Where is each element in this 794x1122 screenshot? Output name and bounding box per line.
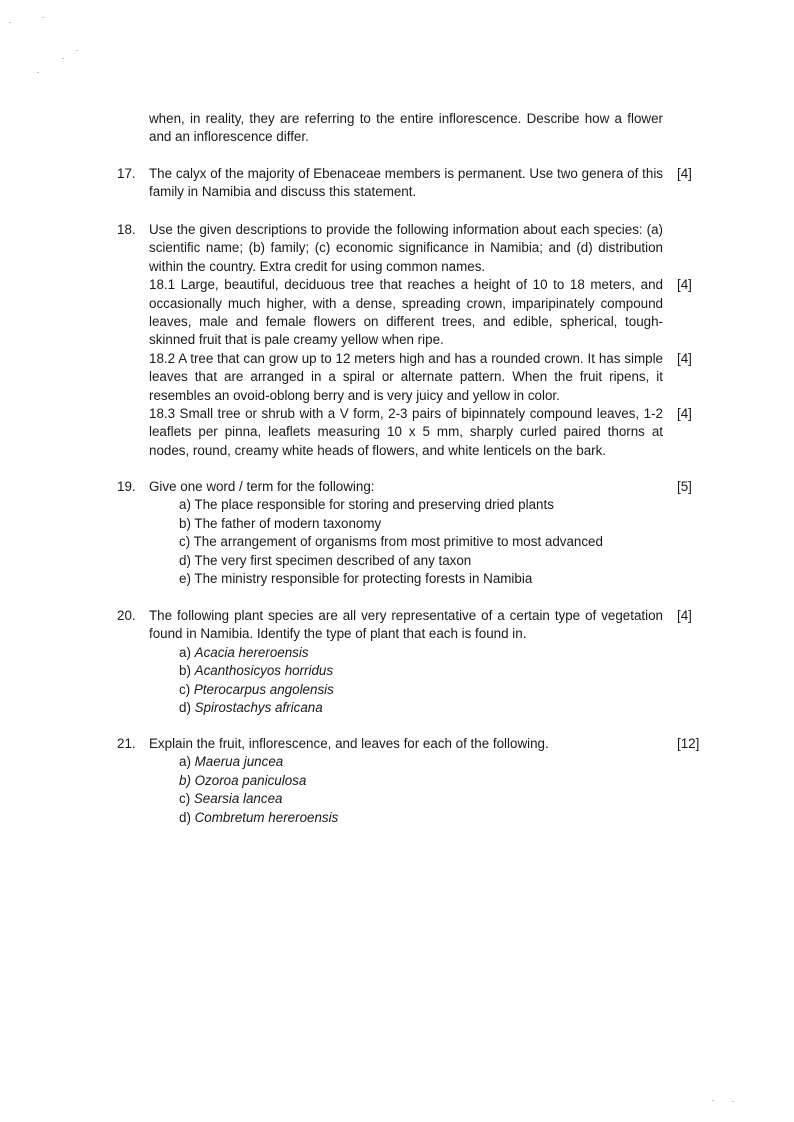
question-number: 20. (117, 608, 136, 623)
question-number: 19. (117, 479, 136, 494)
list-item (149, 699, 663, 717)
species-name: Acanthosicyos horridus (194, 663, 334, 679)
question-text: Use the given descriptions to provide the following information about each species: (a) scientific name; (b) family; (c) economic significance in Namibia; and (d) distribution within the country. Extra credit for using common names. (149, 222, 663, 274)
sub-question-18-3 (149, 405, 663, 460)
question-number: 18. (117, 222, 136, 237)
list-item: d) The very first specimen described of any taxon (179, 552, 472, 568)
scan-speck (9, 22, 11, 23)
list-item (149, 681, 663, 699)
species-name: Ozoroa paniculosa (194, 772, 307, 788)
item-label: c) (179, 681, 194, 697)
scan-speck (37, 72, 39, 73)
list-item (149, 790, 663, 808)
question-text: Explain the fruit, inflorescence, and leaves for each of the following. (149, 736, 549, 751)
list-item: c) The arrangement of organisms from most primitive to most advanced (179, 534, 603, 550)
species-name: Spirostachys africana (194, 700, 323, 716)
list-item: e) The ministry responsible for protecting forests in Namibia (179, 571, 533, 587)
species-name: Maerua juncea (194, 754, 284, 770)
item-label: d) (179, 809, 195, 825)
item-label: b) (179, 663, 195, 679)
scan-speck (732, 1101, 734, 1102)
question-text: when, in reality, they are referring to the entire inflorescence. Describe how a flower and an inflorescence differ. (149, 111, 663, 145)
sub-question-text: 18.3 Small tree or shrub with a V form, 2-3 pairs of bipinnately compound leaves, 1-2 leaflets per pinna, leaflets measuring 10 x 5 mm, sharply curled paired thorns at nodes, round, creamy white heads of flowers, and white lenticels on the bark. (149, 406, 663, 458)
mark-allocation: [4] (677, 277, 692, 292)
species-name: Searsia lancea (193, 791, 283, 807)
item-label: d) (179, 700, 195, 716)
item-label: b) (179, 772, 195, 788)
mark-allocation: [4] (677, 608, 692, 623)
scan-speck (76, 50, 78, 51)
question-body (149, 221, 663, 460)
list-item (149, 753, 663, 771)
mark-allocation: [12] (677, 736, 700, 751)
sub-question-18-1 (149, 276, 663, 350)
mark-allocation: [5] (677, 479, 692, 494)
scan-speck (62, 58, 64, 59)
question-text: The calyx of the majority of Ebenaceae members is permanent. Use two genera of this family in Namibia and discuss this statement. (149, 166, 663, 200)
species-name: Pterocarpus angolensis (193, 681, 334, 697)
item-label: a) (179, 754, 195, 770)
list-item: a) The place responsible for storing and preserving dried plants (179, 497, 554, 513)
scan-speck (42, 17, 44, 18)
question-number: 21. (117, 736, 136, 751)
list-item (149, 644, 663, 662)
item-label: a) (179, 644, 195, 660)
mark-allocation: [4] (677, 166, 692, 181)
question-text: Give one word / term for the following: (149, 479, 375, 494)
list-item (149, 809, 663, 827)
question-number: 17. (117, 166, 136, 181)
question-text: The following plant species are all very representative of a certain type of vegetation found in Namibia. Identify the type of plant that each is found in. (149, 608, 663, 642)
question-body (149, 478, 663, 588)
item-label: c) (179, 791, 194, 807)
mark-allocation: [4] (677, 406, 692, 421)
list-item (149, 662, 663, 680)
scan-speck (712, 1100, 714, 1101)
question-body (149, 607, 663, 717)
species-name: Combretum hereroensis (194, 809, 339, 825)
list-item: b) The father of modern taxonomy (179, 515, 382, 531)
question-body (149, 735, 663, 827)
sub-question-text: 18.2 A tree that can grow up to 12 meters high and has a rounded crown. It has simple leaves that are arranged in a spiral or alternate pattern. When the fruit ripens, it resembles an ovoid-oblong berry and is very juicy and yellow in color. (149, 350, 663, 403)
sub-question-18-2 (149, 350, 663, 405)
mark-allocation: [4] (677, 351, 692, 366)
sub-question-text: 18.1 Large, beautiful, deciduous tree that reaches a height of 10 to 18 meters, and occasionally much higher, with a dense, spreading crown, imparipinately compound leaves, male and female flowers on different trees, and edible, spherical, tough-skinned fruit that is pale creamy yellow when ripe. (149, 277, 663, 348)
list-item (149, 772, 663, 790)
species-name: Acacia hereroensis (194, 644, 309, 660)
